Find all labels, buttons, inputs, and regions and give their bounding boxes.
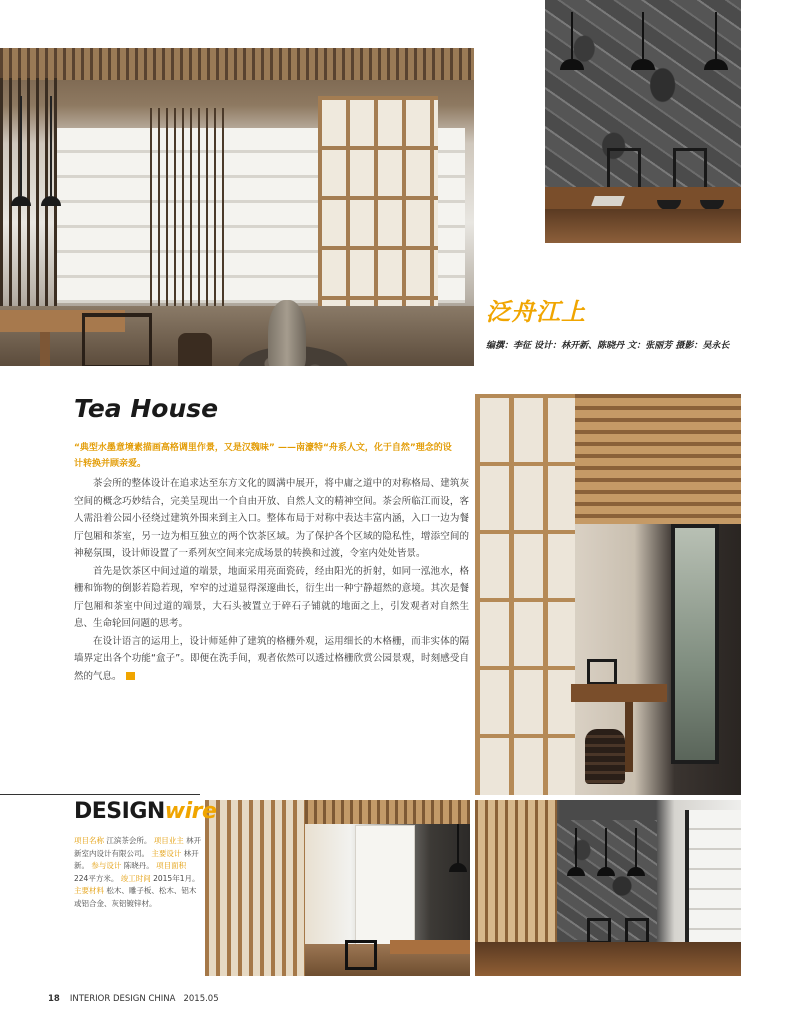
tea-table — [390, 940, 470, 954]
chair — [673, 148, 707, 190]
pendant-lamp — [457, 824, 459, 864]
article-title-chinese: 泛舟江上 — [486, 298, 586, 326]
chair — [587, 918, 611, 944]
standing-rock — [268, 300, 306, 366]
pendant-lamp — [571, 12, 573, 60]
magazine-name: INTERIOR DESIGN CHINA — [69, 994, 176, 1004]
chair — [625, 918, 649, 944]
spec-value: 2015年1月。 — [153, 873, 200, 883]
article-body — [74, 475, 469, 685]
pendant-lamp — [575, 828, 577, 868]
body-paragraph: 茶会所的整体设计在追求达至东方文化的圆满中展开，将中庸之道中的对称格局、建筑灰空间的概念巧妙结合，完美呈现出一个自由开放、自然人文的精神空间。茶会所临江而设，客人需沿着公园小径绕过建筑外围来到主入口。整体布局于对称中表达丰富内涵，入口一边为餐厅包厢和茶室，另一边为相互独立的两个饮茶区域。为了保护各个区域的隐私性，增添空间的神秘氛围，设计师设置了一系列灰空间来完成场景的转换和过渡，令室内处处皆景。 — [74, 478, 469, 559]
photo-tea-room-grid-screens — [0, 48, 474, 366]
pendant-lamp — [20, 96, 22, 196]
pendant-lamp — [642, 12, 644, 60]
article-credits: 编撰：李征 设计：林开新、陈晓丹 文：张丽芳 摄影：吴永长 — [486, 341, 730, 351]
spec-key: 参与设计 — [91, 861, 122, 871]
book — [591, 196, 625, 206]
designwire-logo — [74, 799, 216, 824]
pendant-lamp — [50, 96, 52, 196]
pendant-lamp — [715, 12, 717, 60]
page-number: 18 — [48, 994, 60, 1004]
spec-key: 项目面积 — [156, 861, 187, 871]
floor — [545, 209, 741, 243]
page-footer — [48, 994, 219, 1004]
chair — [607, 148, 641, 190]
designwire-logo-wire: wire — [164, 799, 217, 824]
chair — [345, 940, 377, 970]
article-title-english: Tea House — [74, 394, 219, 423]
photo-stone-wall-tea-room — [545, 0, 741, 243]
table-leg — [625, 702, 633, 772]
spec-key: 项目业主 — [153, 836, 184, 845]
article-lead: “典型水墨意境素描画高格调里作景，又是汉魏味” ——南濠特“舟系人文，化于自然”理念的设计转换并顾亲爱。 — [74, 443, 452, 469]
wood-grid-paper-panels — [475, 394, 575, 795]
drum-stool — [585, 729, 625, 784]
window-blinds — [685, 810, 741, 950]
wood-slat-ceiling — [305, 800, 470, 824]
end-mark-icon — [126, 672, 135, 680]
wood-slat-ceiling — [575, 394, 741, 524]
floor — [475, 942, 741, 976]
photo-slatted-corridor — [205, 800, 470, 976]
glass-window — [671, 524, 719, 764]
drum-stool — [178, 333, 212, 366]
issue-date: 2015.05 — [183, 994, 219, 1004]
spec-value: 陈晓丹。 — [123, 861, 154, 871]
spec-key: 主要设计 — [151, 848, 182, 858]
project-spec — [74, 835, 202, 911]
spec-value: 江滨茶会所。 — [106, 836, 152, 845]
wood-slat-ceiling — [0, 48, 474, 80]
armchair — [82, 313, 152, 366]
spec-value: 林开新室内设计有限公司。 — [74, 836, 202, 858]
spec-key: 主要材料 — [74, 886, 104, 896]
wood-grille-middle — [150, 108, 230, 338]
spec-value: 松木、雕子板、松木、铝木或铝合金、灰铝镀锌材。 — [74, 886, 197, 908]
spec-value: 林开新。 — [74, 848, 199, 871]
sidebar-rule — [0, 794, 200, 795]
spec-key: 竣工时间 — [120, 873, 151, 883]
photo-stone-wall-room-wide — [475, 800, 741, 976]
body-paragraph-text: 在设计语言的运用上，设计师延伸了建筑的格栅外观，运用细长的木格栅，而非实体的隔墙界定出各个功能“盒子”。即便在洗手间，观者依然可以透过格栅欣赏公园景观，时刻感受自然的气息。 — [74, 635, 469, 682]
designwire-logo-design: DESIGN — [74, 799, 165, 824]
wood-grille-wall — [205, 800, 305, 976]
body-paragraph: 首先是饮茶区中间过道的端景，地面采用亮面瓷砖，经由阳光的折射，如同一泓池水，格栅和饰物的倒影若隐若现，窄窄的过道显得深邃曲长，衍生出一种宁静超然的意境。其次是餐厅包厢和茶室中间过道的端景，大石头被置立于碎石子铺就的地面之上，引发观者对自然生息、生命轮回问题的思考。 — [74, 565, 469, 629]
pendant-lamp — [635, 828, 637, 868]
body-paragraph — [74, 633, 469, 686]
spec-value: 224平方米。 — [74, 873, 119, 883]
chair — [587, 659, 617, 685]
spec-key: 项目名称 — [74, 836, 104, 845]
photo-corridor-end-view — [475, 394, 741, 795]
tea-table — [571, 684, 667, 702]
pendant-lamp — [605, 828, 607, 868]
lit-white-panel — [355, 825, 415, 950]
table-leg — [40, 332, 50, 366]
